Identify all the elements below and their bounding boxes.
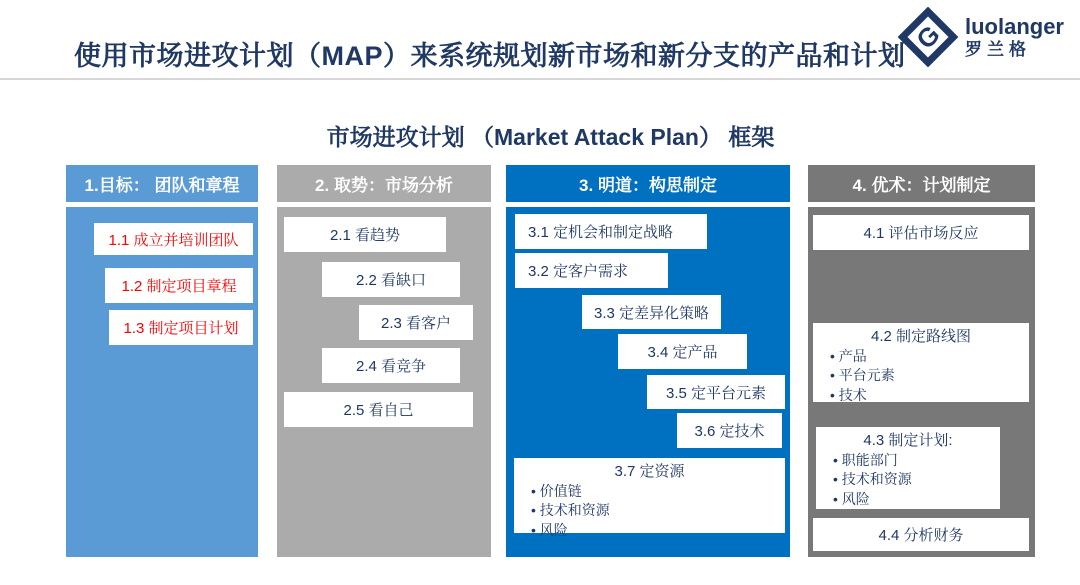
title-divider xyxy=(0,78,1080,80)
column-1-body xyxy=(66,207,258,557)
column-4-plan-development xyxy=(808,165,1035,557)
map-framework-diagram xyxy=(0,165,1080,565)
step-box-3-7-bullet: • 价值链 xyxy=(522,482,777,502)
step-box-4-2-bullet: • 产品 xyxy=(821,347,1021,367)
step-box-3-5: 3.5 定平台元素 xyxy=(647,375,785,409)
step-box-3-2: 3.2 定客户需求 xyxy=(515,253,668,288)
column-3-header: 3. 明道：构思制定 xyxy=(506,165,790,202)
logo-diamond-icon xyxy=(898,7,958,67)
logo xyxy=(898,7,1064,67)
column-1-header: 1.目标： 团队和章程 xyxy=(66,165,258,202)
step-box-4-1: 4.1 评估市场反应 xyxy=(813,215,1029,250)
column-3-body xyxy=(506,207,790,557)
step-box-4-3-bullet: • 职能部门 xyxy=(824,451,992,471)
column-2-market-analysis xyxy=(277,165,491,557)
step-box-4-2-bullet: • 技术 xyxy=(821,386,1021,406)
step-box-3-7-bullet: • 风险 xyxy=(522,521,777,541)
step-box-1-3: 1.3 制定项目计划 xyxy=(109,310,253,345)
step-box-2-1: 2.1 看趋势 xyxy=(284,217,446,252)
logo-brand-cn: 罗兰格 xyxy=(964,40,1031,59)
step-box-4-3 xyxy=(816,427,1000,509)
step-box-1-2: 1.2 制定项目章程 xyxy=(105,268,253,303)
step-box-3-7-title: 3.7 定资源 xyxy=(614,463,685,480)
step-box-2-4: 2.4 看竞争 xyxy=(322,348,460,383)
framework-title: 市场进攻计划 （Market Attack Plan） 框架 xyxy=(326,124,775,151)
step-box-3-7 xyxy=(514,458,785,539)
step-box-3-7-bullet: • 技术和资源 xyxy=(522,501,777,521)
column-4-header: 4. 优术：计划制定 xyxy=(808,165,1035,202)
logo-text xyxy=(965,16,1064,58)
logo-monogram: G xyxy=(910,19,946,55)
logo-brand: luolanger xyxy=(964,14,1064,39)
column-1-goal xyxy=(66,165,258,557)
step-box-4-3-bullet: • 风险 xyxy=(824,490,992,510)
step-box-3-3: 3.3 定差异化策略 xyxy=(582,295,721,329)
column-2-header: 2. 取势：市场分析 xyxy=(277,165,491,202)
column-3-concept-development xyxy=(506,165,790,557)
step-box-3-6: 3.6 定技术 xyxy=(677,413,782,448)
step-box-2-5: 2.5 看自己 xyxy=(284,392,473,427)
page-title: 使用市场进攻计划（MAP）来系统规划新市场和新分支的产品和计划 xyxy=(74,41,906,72)
step-box-1-1: 1.1 成立并培训团队 xyxy=(94,223,253,255)
step-box-4-2 xyxy=(813,323,1029,402)
step-box-4-4: 4.4 分析财务 xyxy=(813,518,1029,551)
step-box-4-2-title: 4.2 制定路线图 xyxy=(870,328,972,345)
step-box-4-3-bullet: • 技术和资源 xyxy=(824,470,992,490)
step-box-4-2-bullet: • 平台元素 xyxy=(821,366,1021,386)
column-4-body xyxy=(808,207,1035,557)
step-box-2-3: 2.3 看客户 xyxy=(359,305,473,340)
column-2-body xyxy=(277,207,491,557)
step-box-3-4: 3.4 定产品 xyxy=(618,334,747,369)
step-box-3-1: 3.1 定机会和制定战略 xyxy=(515,214,707,249)
step-box-2-2: 2.2 看缺口 xyxy=(322,262,460,297)
step-box-4-3-title: 4.3 制定计划: xyxy=(863,432,953,449)
